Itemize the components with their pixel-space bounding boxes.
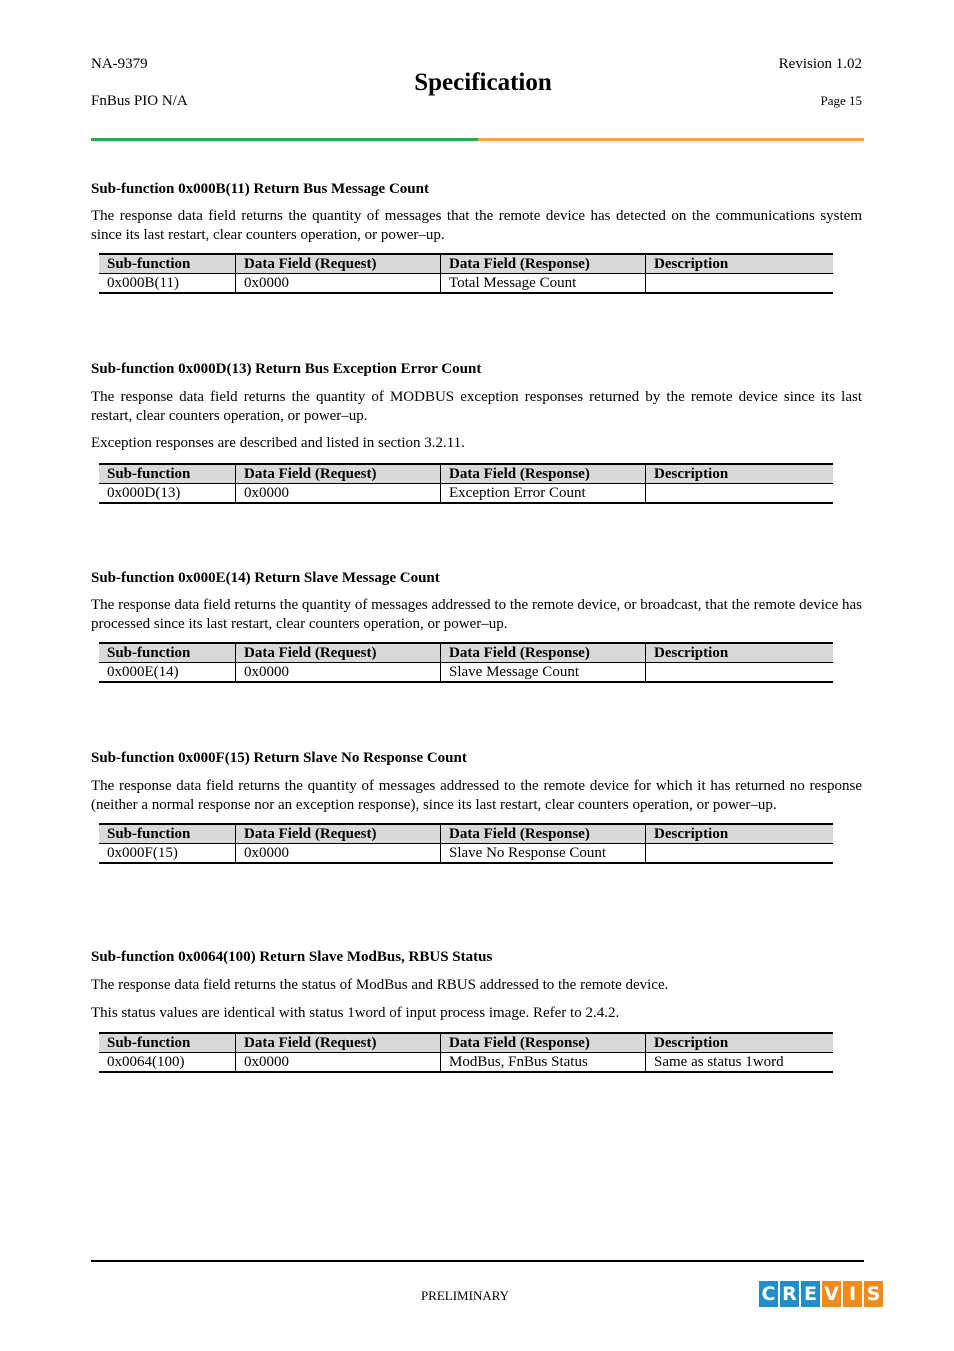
cell-response: ModBus, FnBus Status xyxy=(441,1053,646,1073)
col-header-response: Data Field (Response) xyxy=(441,464,646,484)
cell-subfunction: 0x000F(15) xyxy=(99,844,236,864)
subfunction-table xyxy=(99,463,833,504)
col-header-request: Data Field (Request) xyxy=(236,1033,441,1053)
section-paragraph: The response data field returns the quantity of messages that the remote device has detected on the communications system since its last restart, clear counters operation, or power–up. xyxy=(91,208,862,243)
subfunction-table xyxy=(99,1032,833,1073)
cell-subfunction: 0x000D(13) xyxy=(99,483,236,503)
section-paragraph: The response data field returns the quantity of MODBUS exception responses returned by the remote device since its last restart, clear counters operation, or power–up. xyxy=(91,389,862,424)
table-row xyxy=(99,483,833,503)
col-header-subfunction: Sub-function xyxy=(99,1033,236,1053)
section-heading: Sub-function 0x000B(11) Return Bus Message Count xyxy=(91,181,429,197)
col-header-request: Data Field (Request) xyxy=(236,254,441,274)
logo-letter: V xyxy=(822,1281,841,1307)
table-row xyxy=(99,274,833,294)
section-paragraph: The response data field returns the quantity of messages addressed to the remote device, or broadcast, that the remote device has processed since its last restart, clear counters operation, or power–up. xyxy=(91,597,862,632)
footer-preliminary: PRELIMINARY xyxy=(420,1288,510,1303)
page-number: Page 15 xyxy=(820,93,862,108)
col-header-request: Data Field (Request) xyxy=(236,824,441,844)
cell-response: Slave No Response Count xyxy=(441,844,646,864)
cell-subfunction: 0x000B(11) xyxy=(99,274,236,294)
section-0x0064 xyxy=(91,949,862,1073)
col-header-response: Data Field (Response) xyxy=(441,254,646,274)
col-header-description: Description xyxy=(646,824,834,844)
header-rule-green xyxy=(91,138,478,141)
subfunction-table xyxy=(99,642,833,683)
table-row xyxy=(99,663,833,683)
cell-request: 0x0000 xyxy=(236,1053,441,1073)
logo-letter: E xyxy=(801,1281,820,1307)
section-heading: Sub-function 0x000E(14) Return Slave Message Count xyxy=(91,570,440,586)
col-header-description: Description xyxy=(646,1033,834,1053)
cell-description xyxy=(646,663,834,683)
col-header-subfunction: Sub-function xyxy=(99,824,236,844)
page-title: Specification xyxy=(414,69,552,96)
subfunction-table xyxy=(99,823,833,864)
col-header-subfunction: Sub-function xyxy=(99,464,236,484)
cell-response: Slave Message Count xyxy=(441,663,646,683)
logo-letter: C xyxy=(759,1281,778,1307)
cell-subfunction: 0x0064(100) xyxy=(99,1053,236,1073)
col-header-subfunction: Sub-function xyxy=(99,643,236,663)
section-0x000d xyxy=(91,361,862,504)
section-0x000f xyxy=(91,750,862,864)
col-header-request: Data Field (Request) xyxy=(236,464,441,484)
revision: Revision 1.02 xyxy=(778,56,862,72)
cell-response: Total Message Count xyxy=(441,274,646,294)
cell-description xyxy=(646,483,834,503)
section-0x000e xyxy=(91,570,862,683)
doc-id: NA-9379 xyxy=(91,56,148,72)
section-0x000b xyxy=(91,181,862,294)
cell-description xyxy=(646,274,834,294)
header-rule-orange xyxy=(478,138,864,141)
col-header-response: Data Field (Response) xyxy=(441,824,646,844)
footer-rule xyxy=(91,1260,864,1262)
section-heading: Sub-function 0x000D(13) Return Bus Exception Error Count xyxy=(91,361,482,377)
col-header-subfunction: Sub-function xyxy=(99,254,236,274)
logo-letter: I xyxy=(843,1281,862,1307)
crevis-logo xyxy=(759,1281,883,1307)
section-paragraph: This status values are identical with status 1word of input process image. Refer to 2.4.2. xyxy=(91,1004,620,1021)
section-heading: Sub-function 0x0064(100) Return Slave ModBus, RBUS Status xyxy=(91,949,493,965)
cell-request: 0x0000 xyxy=(236,844,441,864)
logo-letter: S xyxy=(864,1281,883,1307)
section-paragraph: Exception responses are described and listed in section 3.2.11. xyxy=(91,435,465,451)
cell-request: 0x0000 xyxy=(236,274,441,294)
cell-subfunction: 0x000E(14) xyxy=(99,663,236,683)
table-row xyxy=(99,844,833,864)
table-row xyxy=(99,1053,833,1073)
col-header-description: Description xyxy=(646,464,834,484)
logo-letter: R xyxy=(780,1281,799,1307)
cell-response: Exception Error Count xyxy=(441,483,646,503)
col-header-response: Data Field (Response) xyxy=(441,1033,646,1053)
subfunction-table xyxy=(99,253,833,294)
section-paragraph: The response data field returns the quantity of messages addressed to the remote device for which it has returned no response (neither a normal response nor an exception response), since its last restart, clear counters operation, or power–up. xyxy=(91,778,862,813)
cell-description xyxy=(646,844,834,864)
section-heading: Sub-function 0x000F(15) Return Slave No Response Count xyxy=(91,750,467,766)
cell-description: Same as status 1word xyxy=(646,1053,834,1073)
product-name: FnBus PIO N/A xyxy=(91,93,188,109)
cell-request: 0x0000 xyxy=(236,483,441,503)
col-header-request: Data Field (Request) xyxy=(236,643,441,663)
col-header-description: Description xyxy=(646,254,834,274)
col-header-description: Description xyxy=(646,643,834,663)
col-header-response: Data Field (Response) xyxy=(441,643,646,663)
section-paragraph: The response data field returns the status of ModBus and RBUS addressed to the remote device. xyxy=(91,977,669,993)
cell-request: 0x0000 xyxy=(236,663,441,683)
